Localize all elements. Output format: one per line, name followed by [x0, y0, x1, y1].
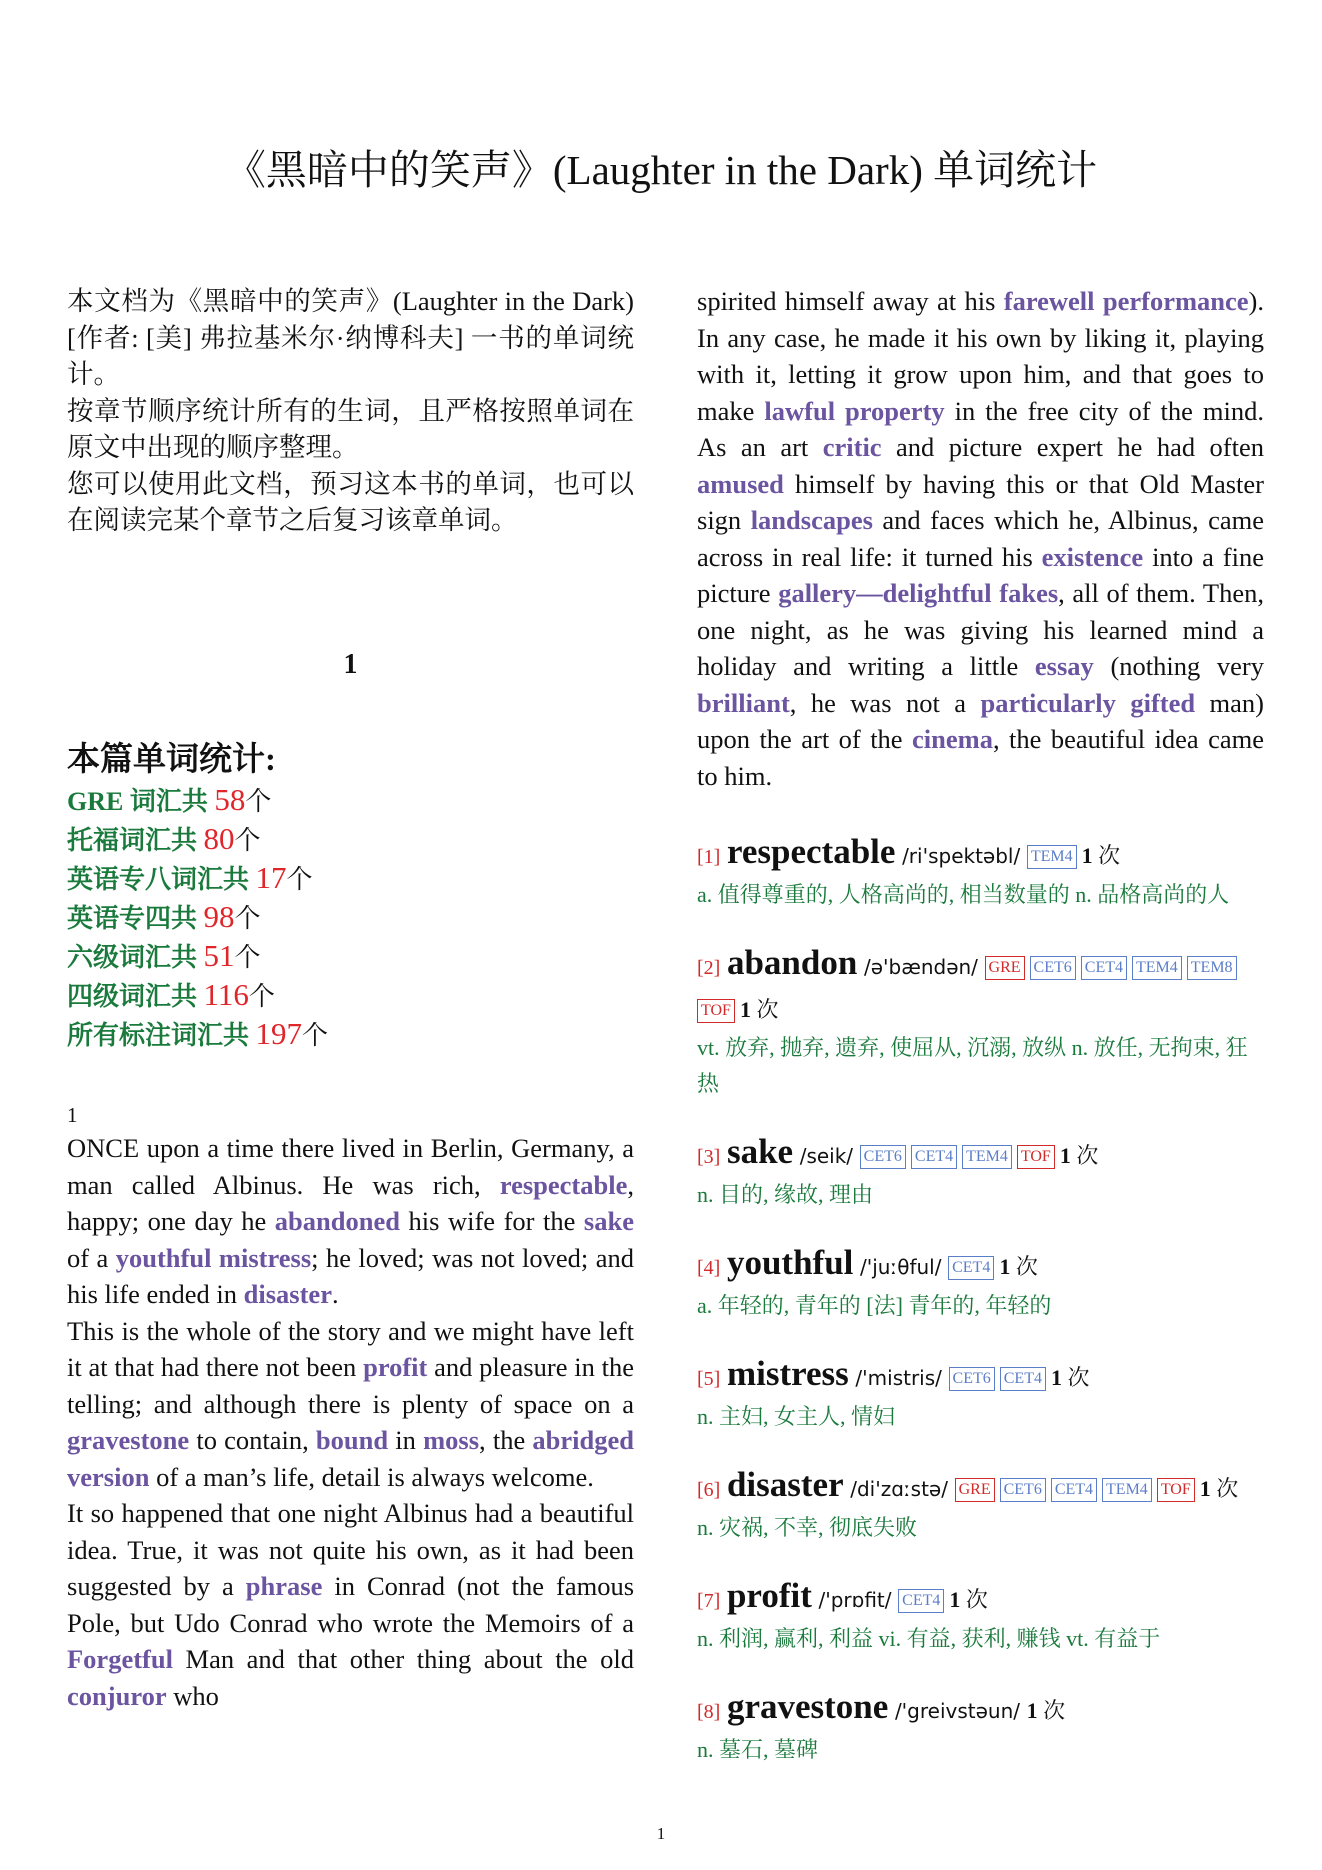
- highlighted-word: lawful property: [764, 395, 945, 426]
- entry-head: [697, 1354, 1264, 1399]
- story-text: (nothing very: [1093, 651, 1264, 681]
- vocab-entry: [697, 832, 1264, 913]
- entry-word: sake: [726, 1132, 794, 1171]
- level-tag: TEM4: [1132, 956, 1182, 980]
- stat-label: 托福词汇共: [67, 826, 204, 855]
- story-text: his wife for the: [399, 1206, 584, 1236]
- vocabulary-entries: [697, 832, 1264, 1768]
- stat-count: 197: [255, 1016, 303, 1051]
- highlighted-word: profit: [363, 1352, 428, 1382]
- entry-head: [697, 1687, 1264, 1732]
- story-text: man) upon the art of the: [697, 687, 1265, 754]
- level-tag: CET4: [1081, 956, 1127, 980]
- level-tag: CET6: [949, 1367, 995, 1391]
- level-tag: CET4: [948, 1256, 994, 1280]
- frequency-count: 1: [999, 1254, 1011, 1279]
- entry-phonetic: /di'zɑːstə/: [850, 1477, 948, 1501]
- highlighted-word: existence: [1041, 541, 1144, 572]
- highlighted-word: disaster: [243, 1279, 332, 1309]
- level-tag: TOF: [1017, 1145, 1055, 1169]
- highlighted-word: amused: [697, 468, 784, 499]
- story-paragraph-continued: [697, 283, 1264, 794]
- story-paragraph: [67, 1313, 634, 1496]
- story-text: Man and that other thing about the old: [172, 1644, 634, 1674]
- entry-frequency: [999, 1254, 1038, 1279]
- stat-unit: 个: [286, 865, 313, 894]
- frequency-unit: 次: [1037, 1698, 1066, 1723]
- intro-paragraph: 您可以使用此文档，预习这本书的单词，也可以在阅读完某个章节之后复习该章单词。: [67, 468, 634, 535]
- entry-frequency: [1051, 1365, 1090, 1390]
- story-text: and pleasure in the telling; and although there is plenty of space on a: [67, 1352, 634, 1419]
- frequency-unit: 次: [1210, 1476, 1239, 1501]
- entry-index: [4]: [697, 1257, 721, 1279]
- stat-label: GRE 词汇共: [67, 787, 215, 816]
- highlighted-word: abandoned: [274, 1206, 400, 1236]
- frequency-unit: 次: [750, 997, 779, 1022]
- entry-index: [6]: [697, 1479, 721, 1501]
- frequency-unit: 次: [1010, 1254, 1038, 1279]
- stats-heading: 本篇单词统计:: [67, 742, 276, 778]
- right-column: [697, 283, 1264, 1768]
- entry-frequency: [740, 997, 779, 1022]
- entry-phonetic: /'juːθful/: [860, 1255, 942, 1279]
- highlighted-word: youthful mistress: [115, 1242, 312, 1273]
- highlighted-word: essay: [1034, 651, 1094, 681]
- frequency-count: 1: [1026, 1698, 1038, 1723]
- story-text: who: [166, 1680, 219, 1711]
- level-tag: CET4: [898, 1589, 944, 1613]
- story-text: of a man’s life, detail is always welcome.: [149, 1461, 594, 1492]
- story-text: and faces which he, Albinus, came across in real life: it turned his: [697, 505, 1264, 572]
- entry-head: [697, 943, 1264, 1030]
- stat-line: [67, 859, 634, 898]
- story-text: to contain,: [189, 1425, 316, 1455]
- stat-count: 98: [203, 899, 235, 934]
- entry-word: gravestone: [726, 1687, 889, 1726]
- story-text: ). In any case, he made it his own by liking it, playing with it, letting it grow upon him, and that goes to make: [697, 286, 1264, 426]
- level-tag: CET6: [860, 1145, 906, 1169]
- story-paragraph: [67, 1130, 634, 1313]
- entry-frequency: [1027, 1698, 1066, 1723]
- entry-index: [2]: [697, 957, 721, 979]
- stat-label: 英语专八词汇共: [67, 865, 256, 894]
- frequency-count: 1: [739, 997, 751, 1022]
- highlighted-word: particularly gifted: [980, 687, 1196, 718]
- frequency-unit: 次: [1061, 1365, 1090, 1390]
- intro-paragraph: 本文档为《黑暗中的笑声》(Laughter in the Dark)[作者: [美] 弗拉基米尔·纳博科夫] 一书的单词统计。: [67, 286, 634, 389]
- story-text-right: [697, 283, 1264, 794]
- story-text: This is the whole of the story and we might have left it at that had there not been: [67, 1315, 634, 1382]
- vocab-entry: [697, 1354, 1264, 1435]
- level-tag: CET4: [1051, 1478, 1097, 1502]
- level-tag: TEM8: [1187, 956, 1237, 980]
- story-text: , happy; one day he: [67, 1169, 634, 1236]
- entry-index: [5]: [697, 1368, 721, 1390]
- story-text: , he was not a: [789, 687, 981, 718]
- stat-count: 17: [255, 860, 287, 895]
- vocab-entry: [697, 1132, 1264, 1213]
- stats-lines: [67, 781, 634, 1054]
- entry-phonetic: /seik/: [799, 1144, 854, 1168]
- story-text: .: [331, 1279, 339, 1309]
- entry-definition: a. 年轻的, 青年的 [法] 青年的, 年轻的: [697, 1293, 1052, 1318]
- entry-index: [1]: [697, 846, 721, 868]
- entry-word: profit: [726, 1576, 812, 1615]
- entry-frequency: [1060, 1143, 1099, 1168]
- entry-index: [7]: [697, 1590, 721, 1612]
- entry-head: [697, 1243, 1264, 1288]
- level-tag: CET4: [911, 1145, 957, 1169]
- entry-definition: a. 值得尊重的, 人格高尚的, 相当数量的 n. 品格高尚的人: [697, 882, 1230, 907]
- intro: [67, 283, 634, 539]
- left-column: [67, 283, 634, 1714]
- level-tag: CET6: [1030, 956, 1076, 980]
- stat-label: 英语专四共: [67, 904, 204, 933]
- entry-definition: n. 目的, 缘故, 理由: [697, 1182, 874, 1207]
- vocab-entry: [697, 1243, 1264, 1324]
- story-text: himself by having this or that Old Master sign: [697, 468, 1264, 535]
- highlighted-word: conjuror: [67, 1680, 167, 1711]
- entry-definition: n. 利润, 赢利, 利益 vi. 有益, 获利, 赚钱 vt. 有益于: [697, 1626, 1161, 1651]
- story-text: and picture expert he had often: [881, 432, 1264, 462]
- stat-label: 四级词汇共: [67, 982, 204, 1011]
- entry-frequency: [1082, 843, 1121, 868]
- intro-paragraph: 按章节顺序统计所有的生词，且严格按照单词在原文中出现的顺序整理。: [67, 395, 634, 462]
- entry-phonetic: /ə'bændən/: [863, 955, 978, 979]
- highlighted-word: respectable: [499, 1169, 628, 1200]
- entry-word: respectable: [726, 832, 896, 871]
- entry-phonetic: /'prɒfit/: [818, 1588, 892, 1612]
- level-tag: GRE: [955, 1478, 995, 1502]
- story-text: , the: [479, 1425, 533, 1455]
- entry-frequency: [1200, 1476, 1239, 1501]
- highlighted-word: landscapes: [750, 505, 873, 535]
- stat-count: 51: [203, 938, 235, 973]
- level-tag: TEM4: [1102, 1478, 1152, 1502]
- frequency-unit: 次: [960, 1587, 988, 1612]
- stat-unit: 个: [234, 943, 261, 972]
- story-text: in: [388, 1425, 424, 1455]
- highlighted-word: critic: [822, 432, 882, 462]
- stat-unit: 个: [248, 982, 275, 1011]
- entry-definition: n. 灾祸, 不幸, 彻底失败: [697, 1515, 918, 1540]
- document-title: 《黑暗中的笑声》(Laughter in the Dark) 单词统计: [224, 147, 1098, 193]
- stat-line: [67, 781, 634, 820]
- entry-phonetic: /'mistris/: [855, 1366, 942, 1390]
- story-text: ONCE upon a time there lived in Berlin, Germany, a man called Albinus. He was rich,: [67, 1133, 634, 1200]
- vocab-entry: [697, 943, 1264, 1102]
- entry-head: [697, 1132, 1264, 1177]
- story-paragraph: [67, 1495, 634, 1714]
- highlighted-word: moss: [423, 1425, 480, 1455]
- highlighted-word: phrase: [245, 1571, 323, 1601]
- entry-frequency: [949, 1587, 988, 1612]
- stat-line: [67, 976, 634, 1015]
- highlighted-word: gallery—delightful fakes: [778, 578, 1059, 608]
- entry-word: youthful: [726, 1243, 854, 1282]
- story-text: in Conrad (not the famous Pole, but Udo Conrad who wrote the Memoirs of a: [67, 1571, 635, 1638]
- stat-count: 58: [214, 782, 246, 817]
- stat-label: 所有标注词汇共: [67, 1021, 256, 1050]
- frequency-unit: 次: [1092, 843, 1121, 868]
- chapter-number: 1: [343, 648, 358, 680]
- entry-head: [697, 832, 1264, 877]
- highlighted-word: bound: [315, 1425, 389, 1455]
- highlighted-word: brilliant: [697, 687, 790, 718]
- entry-head: [697, 1465, 1264, 1510]
- highlighted-word: abridged version: [67, 1425, 634, 1492]
- story-text: spirited himself away at his: [697, 286, 1004, 316]
- entry-definition: n. 主妇, 女主人, 情妇: [697, 1404, 896, 1429]
- story-text: ; he loved; was not loved; and his life ended in: [67, 1242, 634, 1309]
- entry-definition: n. 墓石, 墓碑: [697, 1737, 819, 1762]
- entry-word: abandon: [726, 943, 858, 982]
- stat-count: 80: [203, 821, 235, 856]
- stat-unit: 个: [234, 826, 261, 855]
- frequency-count: 1: [949, 1587, 961, 1612]
- entry-word: mistress: [726, 1354, 849, 1393]
- level-tag: CET6: [1000, 1478, 1046, 1502]
- stat-line: [67, 820, 634, 859]
- frequency-unit: 次: [1070, 1143, 1099, 1168]
- vocab-entry: [697, 1465, 1264, 1546]
- stat-line: [67, 937, 634, 976]
- story-text: into a fine picture: [697, 541, 1264, 608]
- highlighted-word: gravestone: [67, 1425, 190, 1455]
- frequency-count: 1: [1199, 1476, 1211, 1501]
- vocab-entry: [697, 1687, 1264, 1768]
- entry-index: [8]: [697, 1701, 721, 1723]
- story-text: of a: [67, 1242, 116, 1273]
- story-text: It so happened that one night Albinus had a beautiful idea. True, it was not quite his own, as it had been suggested by a: [67, 1498, 634, 1601]
- page-number: 1: [656, 1824, 666, 1843]
- highlighted-word: cinema: [912, 724, 993, 754]
- stat-unit: 个: [302, 1021, 329, 1050]
- stat-line: [67, 1015, 634, 1054]
- word-statistics: [67, 739, 634, 1054]
- story-text: in the free city of the mind. As an art: [697, 395, 1264, 462]
- frequency-count: 1: [1081, 843, 1093, 868]
- story-text: , all of them. Then, one night, as he was giving his learned mind a holiday and writing a little: [697, 578, 1264, 681]
- vocab-entry: [697, 1576, 1264, 1657]
- stat-unit: 个: [234, 904, 261, 933]
- level-tag: GRE: [985, 956, 1025, 980]
- level-tag: TOF: [1157, 1478, 1195, 1502]
- stat-line: [67, 898, 634, 937]
- level-tag: CET4: [1000, 1367, 1046, 1391]
- entry-phonetic: /ri'spektəbl/: [902, 844, 1021, 868]
- story-text-left: [67, 1130, 634, 1714]
- section-label: 1: [67, 1103, 78, 1127]
- entry-index: [3]: [697, 1146, 721, 1168]
- level-tag: TEM4: [1027, 845, 1077, 869]
- frequency-count: 1: [1059, 1143, 1071, 1168]
- entry-word: disaster: [726, 1465, 844, 1504]
- highlighted-word: Forgetful: [67, 1644, 173, 1674]
- highlighted-word: sake: [583, 1206, 634, 1236]
- stat-count: 116: [203, 977, 249, 1012]
- level-tag: TEM4: [962, 1145, 1012, 1169]
- stat-unit: 个: [245, 787, 272, 816]
- entry-definition: vt. 放弃, 抛弃, 遗弃, 使屈从, 沉溺, 放纵 n. 放任, 无拘束, 狂热: [697, 1035, 1248, 1096]
- frequency-count: 1: [1050, 1365, 1062, 1390]
- highlighted-word: farewell performance: [1003, 286, 1249, 316]
- stat-label: 六级词汇共: [67, 943, 204, 972]
- entry-head: [697, 1576, 1264, 1621]
- entry-phonetic: /'greivstəun/: [894, 1699, 1021, 1723]
- story-text: , the beautiful idea came to him.: [697, 724, 1264, 791]
- level-tag: TOF: [697, 999, 735, 1023]
